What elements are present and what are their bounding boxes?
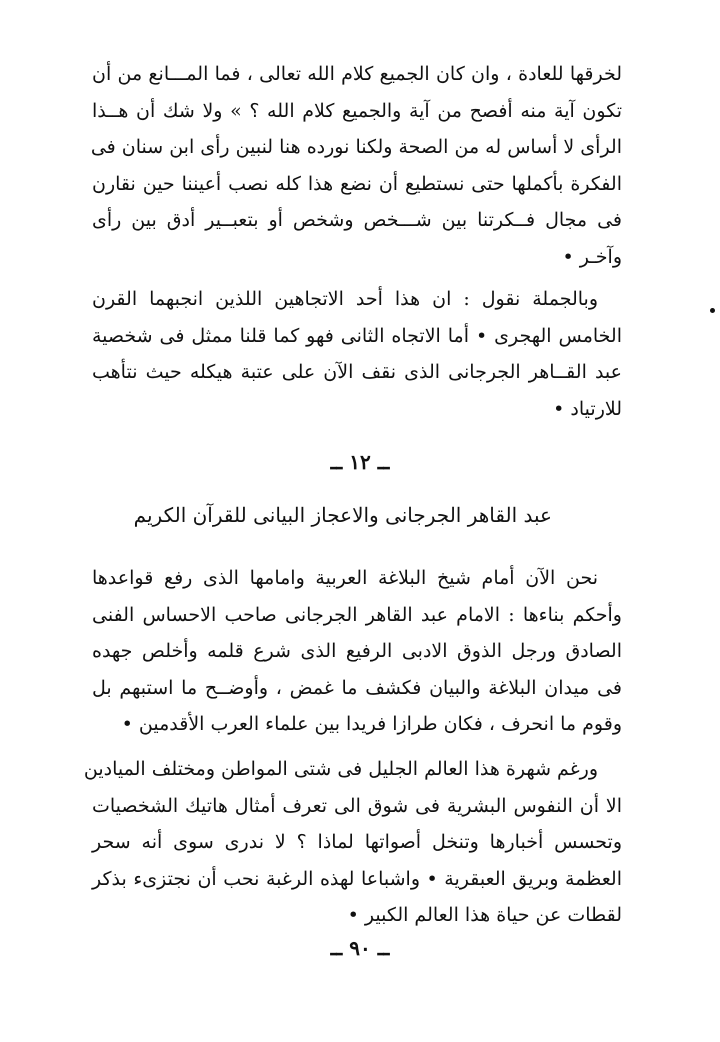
text-line: وآخـر • (562, 245, 622, 268)
text-line: الصادق ورجل الذوق الادبى الرفيع الذى شرع قلمه وأخلص جهده (92, 640, 622, 662)
text-line: لخرقها للعادة ، وان كان الجميع كلام الله تعالى ، فما المـــانع من أن (92, 63, 622, 85)
text-line: الفكرة بأكملها حتى نستطيع أن نضع هذا كله نصب أعيننا حين نقارن (92, 172, 622, 195)
paragraph-abdulqahir-intro (92, 560, 622, 743)
text-line: وقوم ما انحرف ، فكان طرازا فريدا بين علماء العرب الأقدمين • (121, 713, 622, 735)
text-line: الرأى لا أساس له من الصحة ولكنا نورده هنا لنبين رأى ابن سنان فى (90, 136, 622, 158)
text-line: وبالجملة نقول : ان هذا أحد الاتجاهين اللذين انجبهما القرن (92, 288, 598, 310)
text-line: فى ميدان البلاغة والبيان فكشف ما غمض ، وأوضــح ما استبهم بل (92, 676, 622, 699)
text-line: عبد القــاهر الجرجانى الذى نقف الآن على عتبة هيكله حيث نتأهب (92, 361, 622, 383)
text-line: تكون آية منه أفصح من آية والجميع كلام الله ؟ » ولا شك أن هــذا (92, 99, 622, 122)
text-line: لقطات عن حياة هذا العالم الكبير • (347, 904, 622, 926)
text-line: الخامس الهجرى • أما الاتجاه الثانى فهو كما قلنا ممثل فى شخصية (92, 324, 622, 347)
paragraph-scholar-fame (83, 751, 622, 934)
page-number-bottom: ــ ٩٠ ــ (330, 936, 390, 960)
text-line: وأحكم بناءها : الامام عبد القاهر الجرجانى صاحب الاحساس الفنى (92, 603, 622, 626)
text-line: وتحسس أخبارها وتنخل أصواتها لماذا ؟ لا ندرى سوى أنه سحر (92, 831, 622, 853)
page-number-top: ــ ١٢ ــ (330, 450, 390, 474)
text-line: للارتياد • (553, 397, 622, 420)
text-line: فى مجال فــكرتنا بين شـــخص وشخص أو بتعبــير أدق بين رأى (92, 209, 622, 231)
section-heading: عبد القاهر الجرجانى والاعجاز البيانى للقرآن الكريم (133, 503, 552, 527)
text-line: نحن الآن أمام شيخ البلاغة العربية وامامها الذى رفع قواعدها (92, 567, 598, 589)
margin-dot (710, 308, 715, 313)
paragraph-two-trends (92, 281, 622, 427)
text-line: الا أن النفوس البشرية فى شوق الى تعرف أمثال هاتيك الشخصيات (92, 794, 622, 817)
paragraph-ibn-sinan-view (92, 56, 622, 275)
text-line: العظمة وبريق العبقرية • واشباعا لهذه الرغبة نحب أن نجتزىء بذكر (92, 867, 622, 890)
text-line: ورغم شهرة هذا العالم الجليل فى شتى المواطن ومختلف الميادين (83, 758, 598, 780)
